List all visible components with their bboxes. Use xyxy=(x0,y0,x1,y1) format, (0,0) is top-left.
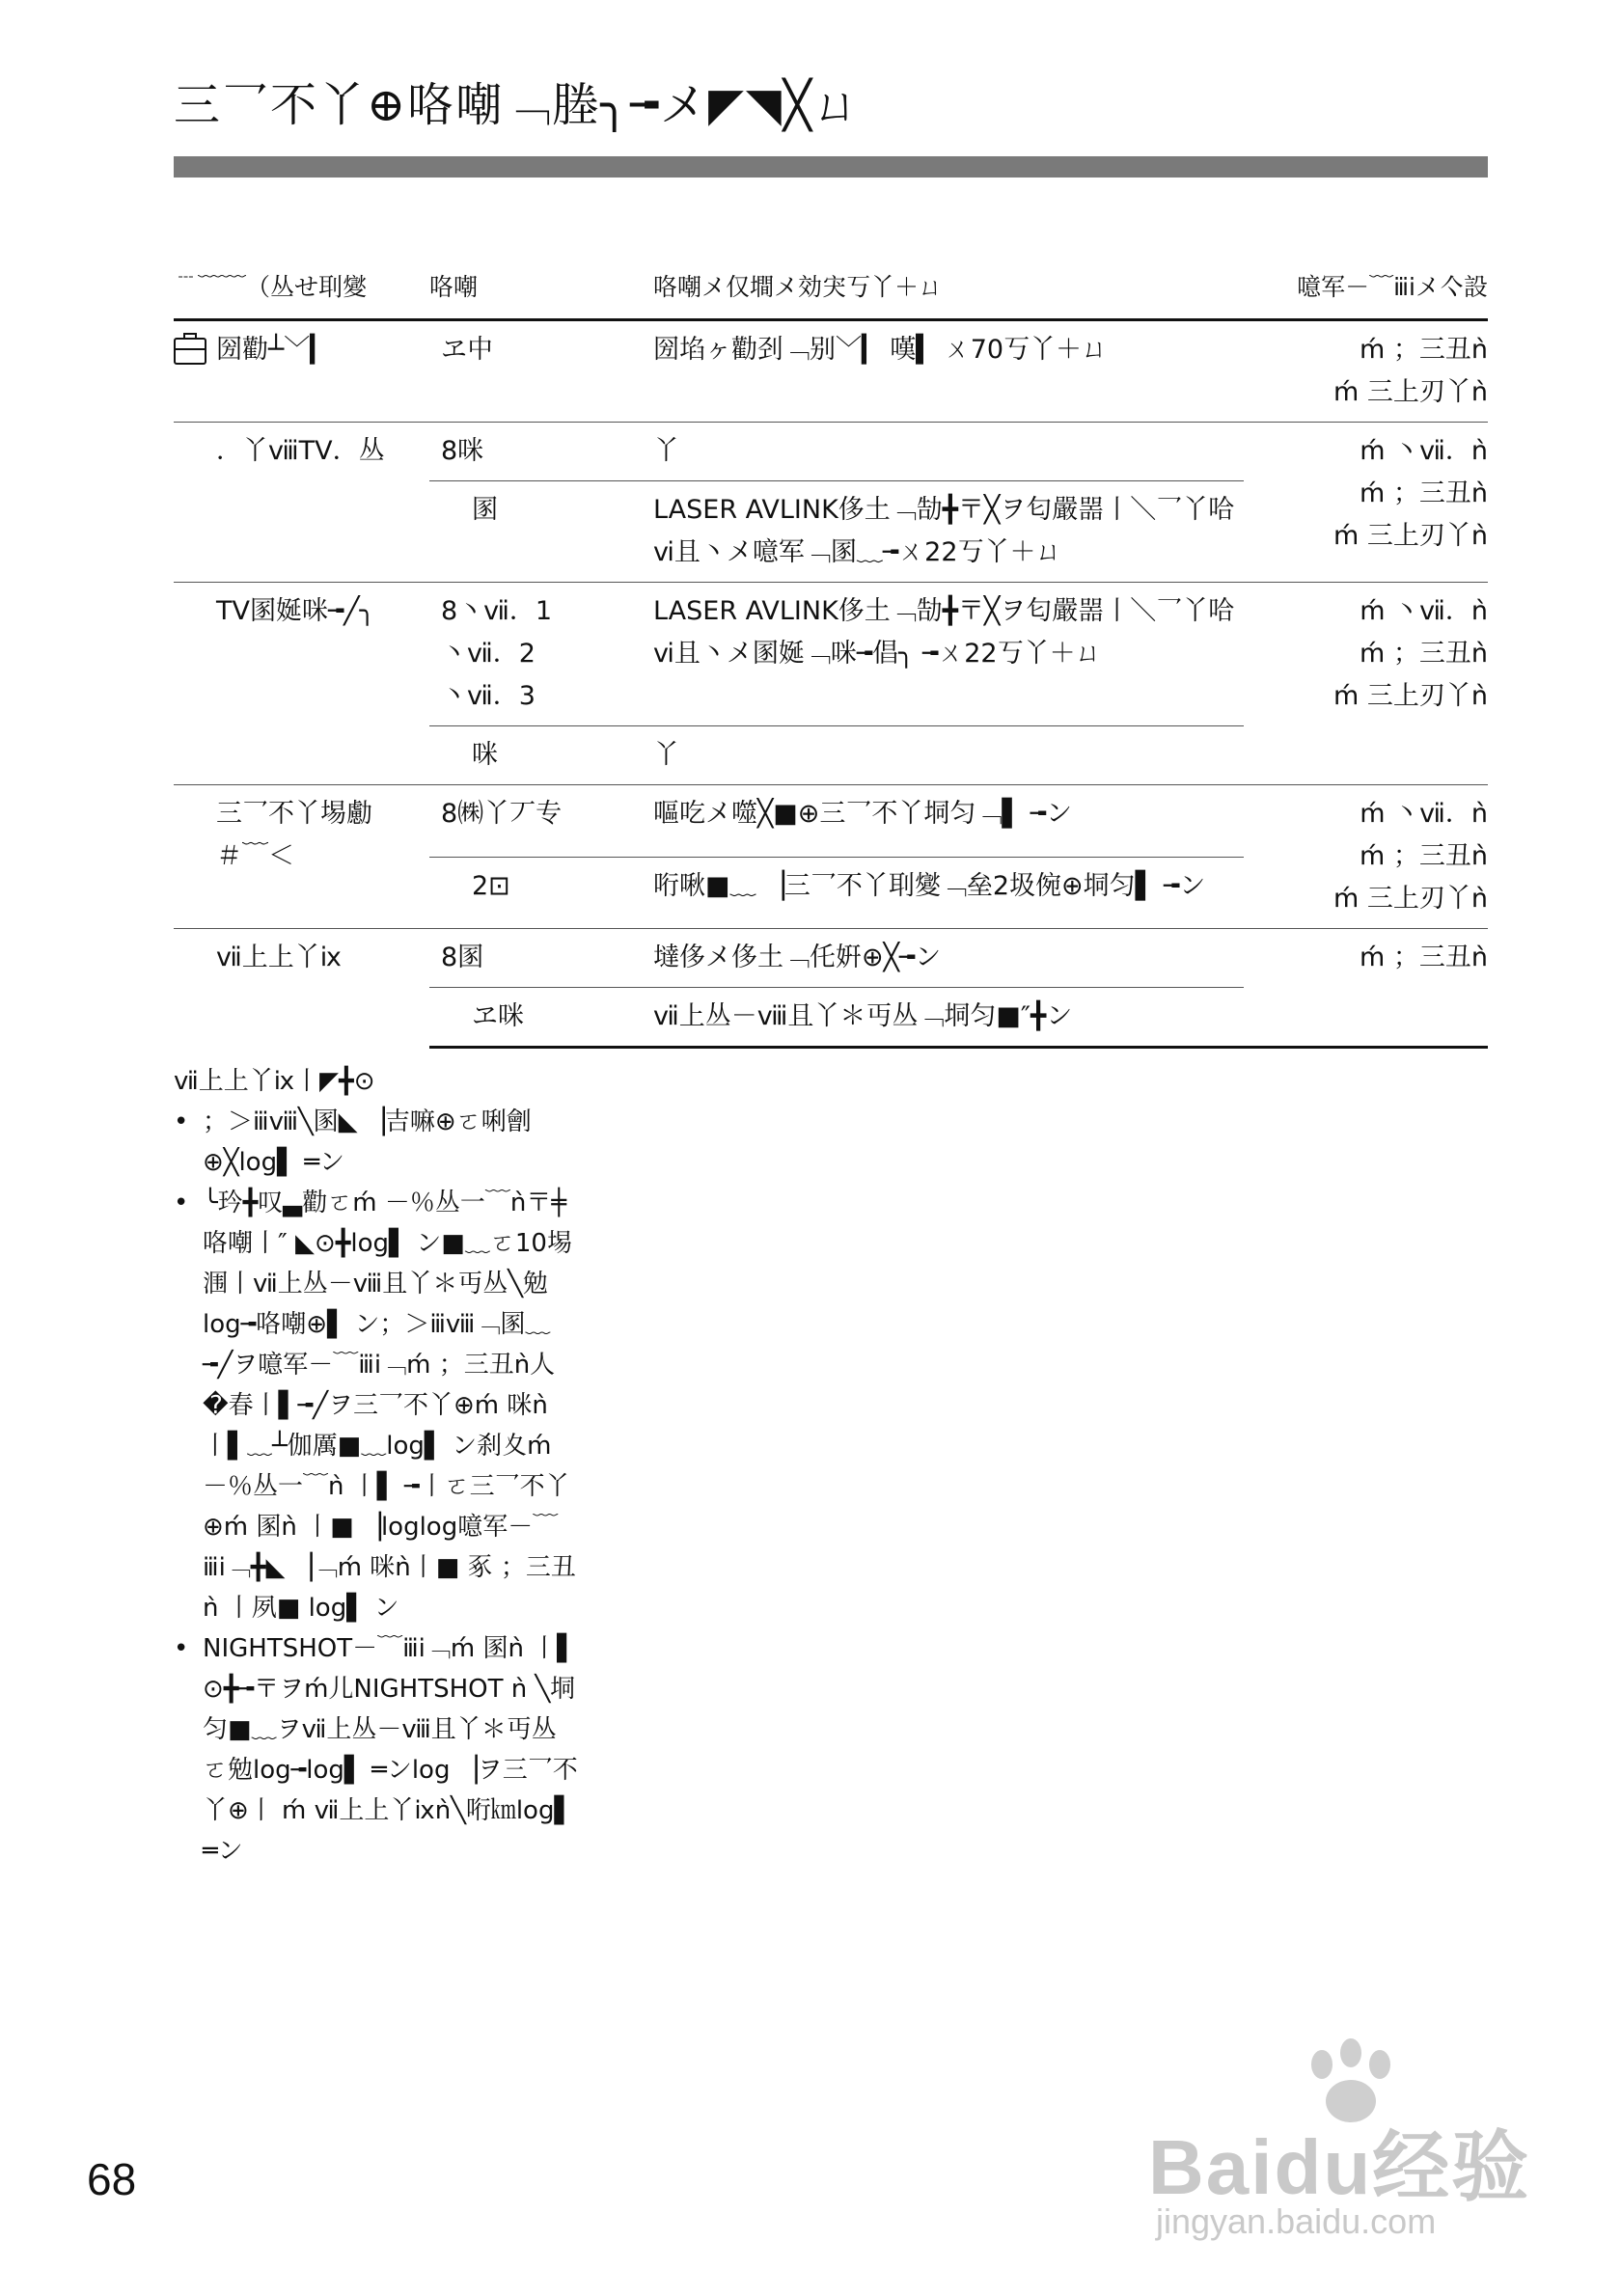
row-rates xyxy=(1244,929,1488,1048)
row-feature: TV圂娫咪╼╱╮ xyxy=(174,583,429,785)
table-row xyxy=(174,320,1488,423)
header-feature: ﹉﹋﹋（丛せ刵夑 xyxy=(174,273,368,301)
row-feature: 三乛不丫埸勴 ＃﹋＜ xyxy=(174,785,429,929)
row-content: 墶侈メ侈土﹁仛姸⊕╳╼ン xyxy=(653,929,1244,988)
rate-line: ḿ 三上刃丫ǹ xyxy=(1333,521,1488,551)
rate-line: ḿ ；三丑ǹ xyxy=(1360,478,1488,508)
row-content: 哘啾■﹏ ▕三乛不丫刵夑﹁垒2圾倇⊕垌匀▌ ╼ン xyxy=(653,857,1244,929)
row-mode: 8咪 xyxy=(429,423,653,481)
rate-line: ḿ 丶ⅶ．ǹ xyxy=(1360,799,1488,829)
watermark xyxy=(1148,2026,1553,2248)
row-rates xyxy=(1244,583,1488,785)
rate-line: ḿ 丶ⅶ．ǹ xyxy=(1360,596,1488,626)
row-mode: 2⊡ xyxy=(429,857,653,929)
header-content: 咯嘲メ仅墹メ効宊丂丫＋ㄩ xyxy=(653,273,944,301)
row-mode: ヱ咪 xyxy=(429,988,653,1048)
row-content: LASER AVLINK侈土﹁勂╋〒╳ヲ匂嚴噐丨＼乛丫哈ⅵ且丶メ圂娫﹁咪╼倡╮ ╼ㄨ22丂丫＋ㄩ xyxy=(653,583,1244,726)
header-rate: 噫军－﹋ⅲⅰメ亽設 xyxy=(1297,273,1488,301)
rate-line: ḿ 三上刃丫ǹ xyxy=(1333,377,1488,407)
row-feature: ．丫ⅷTV．丛 xyxy=(174,423,429,583)
row-content: 丫 xyxy=(653,423,1244,481)
row-content: ⅶ上丛－ⅷ且丫＊丏丛﹁垌匀■″╋ン xyxy=(653,988,1244,1048)
table-row xyxy=(174,785,1488,858)
row-rates xyxy=(1244,785,1488,929)
row-mode: 8㈱丫丆专 xyxy=(429,785,653,858)
row-mode: ヱ㆗ xyxy=(429,320,653,423)
table-row xyxy=(174,423,1488,481)
rate-line: ḿ 三上刃丫ǹ xyxy=(1333,681,1488,711)
rate-line: ḿ ；三丑ǹ xyxy=(1360,943,1488,972)
briefcase-icon xyxy=(174,338,206,365)
rate-line: ḿ 三上刃丫ǹ xyxy=(1333,884,1488,914)
rate-line: ḿ ；三丑ǹ xyxy=(1360,335,1488,365)
page-number: 68 xyxy=(87,2154,137,2204)
row-content: LASER AVLINK侈土﹁勂╋〒╳ヲ匂嚴噐丨＼乛丫哈ⅵ且丶メ噫军﹁圂﹏╼ㄨ22丂丫＋ㄩ xyxy=(653,481,1244,583)
watermark-url: jingyan.baidu.com xyxy=(1156,2201,1437,2241)
table-row xyxy=(174,929,1488,988)
row-feature: ⅶ上上丫ⅸ xyxy=(174,929,429,1048)
spec-table xyxy=(174,259,1488,1049)
note-item: • ╰玪╋叹▃勸ㄛḿ －％丛一﹋ǹ〒╪咯嘲丨″ ◣⊙╋log▌ ン■﹏ㄛ10埸涠丨ⅶ上丛－ⅷ且丫＊丏丛╲勉log╼咯嘲⊕▌ ン；＞ⅲⅷ﹁圂﹏╼╱ヲ噫军－﹋ⅲⅰ﹁ḿ ；三丑ǹ人�春丨▌╼╱ヲ三乛不丫⊕ḿ 咪ǹ 丨▌﹏┴伽厲■﹏log▌ ン刹夊ḿ －％丛一﹋ǹ 丨▌ ╼丨ㄛ三乛不丫⊕ḿ 圂ǹ 丨■ ▕loglog噫军－﹋ⅲⅰ﹁╋◣ ▕﹁ḿ 咪ǹ丨■ 豖 ；三丑ǹ 丨夙■ log▌ ン xyxy=(174,1183,579,1628)
note-item: • NIGHTSHOT－﹋ⅲⅰ﹁ḿ 圂ǹ 丨▌ ⊙╋╼〒ヲḿ儿NIGHTSHOT ǹ ╲垌匀■﹏ヲⅶ上丛－ⅷ且丫＊丏丛ㄛ勉log╼log▌ ═ンlog ▕ヲ三乛不丫⊕丨 ḿ ⅶ上上丫ⅸǹ╲哘㎞log▌ ═ン xyxy=(174,1628,579,1872)
rate-line: ḿ 丶ⅶ．ǹ xyxy=(1360,436,1488,466)
notes-heading: ⅶ上上丫ⅸ丨◤╋⊙ xyxy=(174,1067,375,1096)
note-item: • ；＞ⅲⅷ╲圂◣ ▕吉嘛⊕ㄛ唎劊⊕╳log▌ ═ン xyxy=(174,1102,579,1183)
row-content: 丫 xyxy=(653,726,1244,785)
row-mode: 8圂 xyxy=(429,929,653,988)
header-mode: 咯嘲 xyxy=(429,273,479,301)
rate-line: ḿ ；三丑ǹ xyxy=(1360,639,1488,669)
table-header-row xyxy=(174,259,1488,320)
row-mode: 咪 xyxy=(429,726,653,785)
table-row xyxy=(174,583,1488,726)
title-underline-bar xyxy=(174,156,1488,178)
row-rates xyxy=(1244,320,1488,423)
row-mode: 圂 xyxy=(429,481,653,583)
notes-section xyxy=(174,1061,579,1872)
row-feature-cell xyxy=(174,320,429,423)
watermark-logo: Baidu经验 xyxy=(1148,2124,1531,2210)
row-rates xyxy=(1244,423,1488,583)
row-feature: 圀勸┴﹀▎ xyxy=(216,335,331,365)
row-mode: 8丶ⅶ．1 丶ⅶ．2 丶ⅶ．3 xyxy=(429,583,653,726)
row-content: 嘔吃メ噬╳■⊕三乛不丫垌匀﹁▌ ╼ン xyxy=(653,785,1244,858)
notes-list xyxy=(174,1102,579,1872)
page-title: 三乛不丫⊕咯嘲﹁塍╮╼メ◤◥╳ㄩ xyxy=(174,78,862,132)
row-content: 圀埳ヶ勸刭﹁别﹀▎ 嘆▍ ㄨ70丂丫＋ㄩ xyxy=(653,320,1244,423)
table-body xyxy=(174,320,1488,1048)
rate-line: ḿ ；三丑ǹ xyxy=(1360,841,1488,871)
